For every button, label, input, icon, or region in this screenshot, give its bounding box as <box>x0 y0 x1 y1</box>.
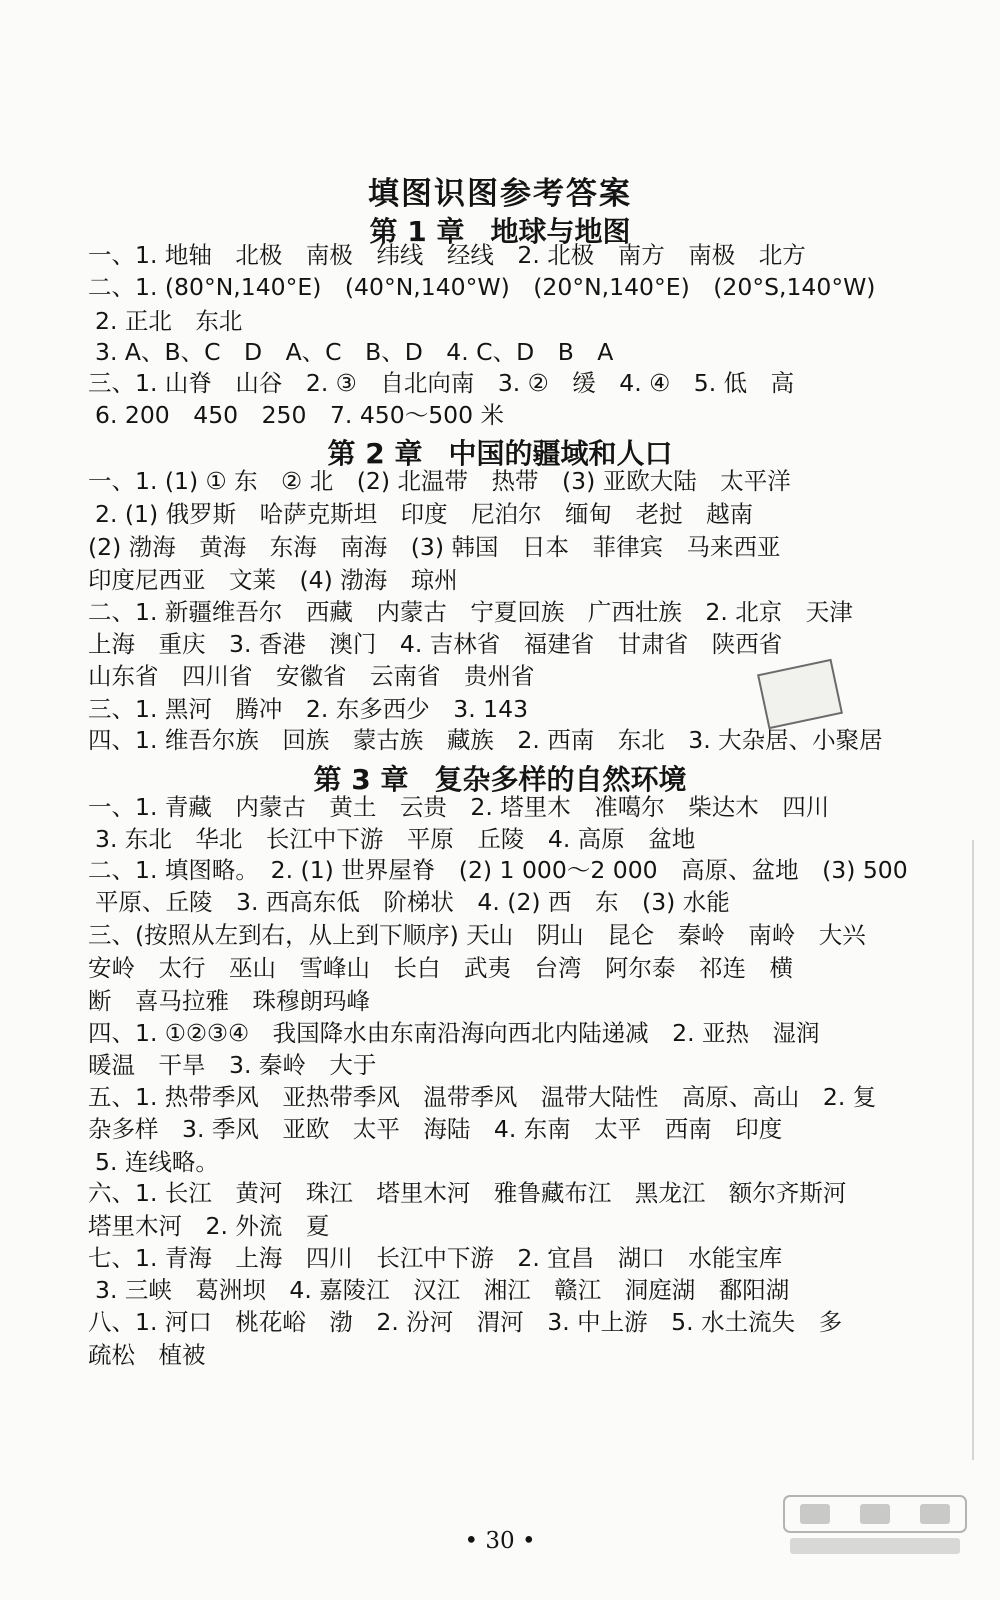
page-title: 填图识图参考答案 <box>368 176 632 212</box>
chapter-number: 第 3 章 <box>313 763 409 796</box>
answer-line: 三、1. 黑河 腾冲 2. 东多西少 3. 143 <box>88 695 529 723</box>
answer-line: 上海 重庆 3. 香港 澳门 4. 吉林省 福建省 甘肃省 陕西省 <box>88 630 783 658</box>
answer-line: 三、(按照从左到右，从上到下顺序) 天山 阴山 昆仑 秦岭 南岭 大兴 <box>88 921 866 949</box>
answer-line: 一、1. (1) ① 东 ② 北 (2) 北温带 热带 (3) 亚欧大陆 太平洋 <box>88 467 791 495</box>
answer-line: 3. 三峡 葛洲坝 4. 嘉陵江 汉江 湘江 赣江 洞庭湖 鄱阳湖 <box>95 1276 790 1304</box>
page-number: • 30 • <box>464 1528 536 1554</box>
chapter-name: 地球与地图 <box>490 215 631 248</box>
answer-line: 3. A、B、C D A、C B、D 4. C、D B A <box>95 338 614 366</box>
site-logo-icon <box>780 1490 970 1560</box>
chapter-name: 复杂多样的自然环境 <box>434 763 687 796</box>
answer-line: 断 喜马拉雅 珠穆朗玛峰 <box>88 987 370 1015</box>
answer-line: (2) 渤海 黄海 东海 南海 (3) 韩国 日本 菲律宾 马来西亚 <box>88 533 781 561</box>
answer-line: 2. (1) 俄罗斯 哈萨克斯坦 印度 尼泊尔 缅甸 老挝 越南 <box>95 500 754 528</box>
stamp-icon <box>757 659 843 730</box>
chapter-name: 中国的疆域和人口 <box>448 437 673 470</box>
answer-line: 3. 东北 华北 长江中下游 平原 丘陵 4. 高原 盆地 <box>95 825 696 853</box>
answer-line: 安岭 太行 巫山 雪峰山 长白 武夷 台湾 阿尔泰 祁连 横 <box>88 954 793 982</box>
answer-line: 6. 200 450 250 7. 450～500 米 <box>95 401 505 429</box>
answer-line: 杂多样 3. 季风 亚欧 太平 海陆 4. 东南 太平 西南 印度 <box>88 1115 783 1143</box>
answer-line: 二、1. 新疆维吾尔 西藏 内蒙古 宁夏回族 广西壮族 2. 北京 天津 <box>88 598 853 626</box>
answer-line: 塔里木河 2. 外流 夏 <box>88 1212 330 1240</box>
answer-line: 六、1. 长江 黄河 珠江 塔里木河 雅鲁藏布江 黑龙江 额尔齐斯河 <box>88 1179 847 1207</box>
answer-line: 一、1. 地轴 北极 南极 纬线 经线 2. 北极 南方 南极 北方 <box>88 241 806 269</box>
answer-line: 五、1. 热带季风 亚热带季风 温带季风 温带大陆性 高原、高山 2. 复 <box>88 1083 877 1111</box>
answer-line: 印度尼西亚 文莱 (4) 渤海 琼州 <box>88 566 458 594</box>
answer-line: 二、1. (80°N,140°E) (40°N,140°W) (20°N,140°E) (20°S,140°W) <box>88 273 876 301</box>
answer-line: 5. 连线略。 <box>95 1148 219 1176</box>
answer-line: 2. 正北 东北 <box>95 307 243 335</box>
answer-line: 一、1. 青藏 内蒙古 黄土 云贵 2. 塔里木 准噶尔 柴达木 四川 <box>88 793 830 821</box>
answer-line: 四、1. ①②③④ 我国降水由东南沿海向西北内陆递减 2. 亚热 湿润 <box>88 1019 820 1047</box>
answer-line: 山东省 四川省 安徽省 云南省 贵州省 <box>88 662 535 690</box>
logo-icon <box>780 1490 970 1560</box>
answer-line: 疏松 植被 <box>88 1341 206 1369</box>
answer-line: 平原、丘陵 3. 西高东低 阶梯状 4. (2) 西 东 (3) 水能 <box>95 888 730 916</box>
answer-line: 四、1. 维吾尔族 回族 蒙古族 藏族 2. 西南 东北 3. 大杂居、小聚居 <box>88 726 883 754</box>
answer-line: 八、1. 河口 桃花峪 渤 2. 汾河 渭河 3. 中上游 5. 水土流失 多 <box>88 1308 843 1336</box>
answer-line: 三、1. 山脊 山谷 2. ③ 自北向南 3. ② 缓 4. ④ 5. 低 高 <box>88 369 795 397</box>
answer-line: 七、1. 青海 上海 四川 长江中下游 2. 宜昌 湖口 水能宝库 <box>88 1244 783 1272</box>
answer-line: 暖温 干旱 3. 秦岭 大于 <box>88 1051 377 1079</box>
page-edge-shadow <box>972 840 974 1460</box>
chapter-number: 第 1 章 <box>369 215 465 248</box>
chapter-number: 第 2 章 <box>327 437 423 470</box>
answer-line: 二、1. 填图略。 2. (1) 世界屋脊 (2) 1 000～2 000 高原、盆地 (3) 500 <box>88 856 908 884</box>
